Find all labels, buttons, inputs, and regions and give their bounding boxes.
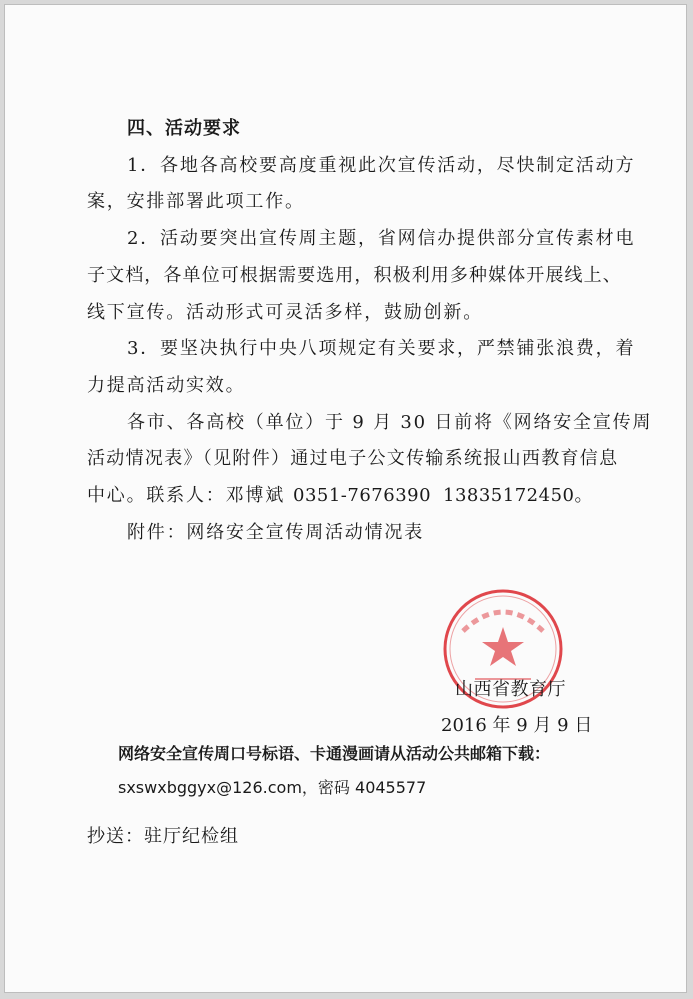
submission-line-2: 活动情况表》（见附件）通过电子公文传输系统报山西教育信息 bbox=[87, 448, 619, 469]
document-page bbox=[4, 4, 687, 993]
requirement-3-line-1: 3．要坚决执行中央八项规定有关要求，严禁铺张浪费，着 bbox=[127, 338, 636, 359]
download-notice: 网络安全宣传周口号标语、卡通漫画请从活动公共邮箱下载： bbox=[118, 744, 551, 763]
contact-mobile: 13835172450。 bbox=[443, 485, 593, 506]
submission-line-1: 各市、各高校（单位）于 9 月 30 日前将《网络安全宣传周 bbox=[127, 412, 653, 433]
public-email: sxswxbggyx@126.com bbox=[118, 778, 302, 797]
requirement-2-line-2: 子文档，各单位可根据需要选用，积极利用多种媒体开展线上、 bbox=[87, 265, 622, 286]
password-label: ，密码 bbox=[301, 778, 350, 797]
attachment-note: 附件：网络安全宣传周活动情况表 bbox=[127, 522, 424, 543]
section-heading: 四、活动要求 bbox=[127, 118, 241, 139]
requirement-3-line-2: 力提高活动实效。 bbox=[87, 375, 246, 396]
requirement-2-line-3: 线下宣传。活动形式可灵活多样，鼓励创新。 bbox=[87, 302, 483, 323]
cc-line: 抄送：驻厅纪检组 bbox=[87, 826, 239, 847]
contact-phone: 0351-7676390 bbox=[293, 485, 432, 506]
download-credentials bbox=[118, 776, 426, 800]
contact-label: 中心。联系人：邓博斌 bbox=[87, 485, 285, 506]
signature-date: 2016 年 9 月 9 日 bbox=[441, 715, 593, 736]
requirement-1-line-2: 案，安排部署此项工作。 bbox=[87, 191, 305, 212]
password-value: 4045577 bbox=[355, 778, 427, 797]
requirement-1-line-1: 1．各地各高校要高度重视此次宣传活动，尽快制定活动方 bbox=[127, 155, 636, 176]
seal-star bbox=[482, 627, 524, 666]
signature-organization: 山西省教育厅 bbox=[455, 679, 566, 700]
requirement-2-line-1: 2．活动要突出宣传周主题，省网信办提供部分宣传素材电 bbox=[127, 228, 636, 249]
